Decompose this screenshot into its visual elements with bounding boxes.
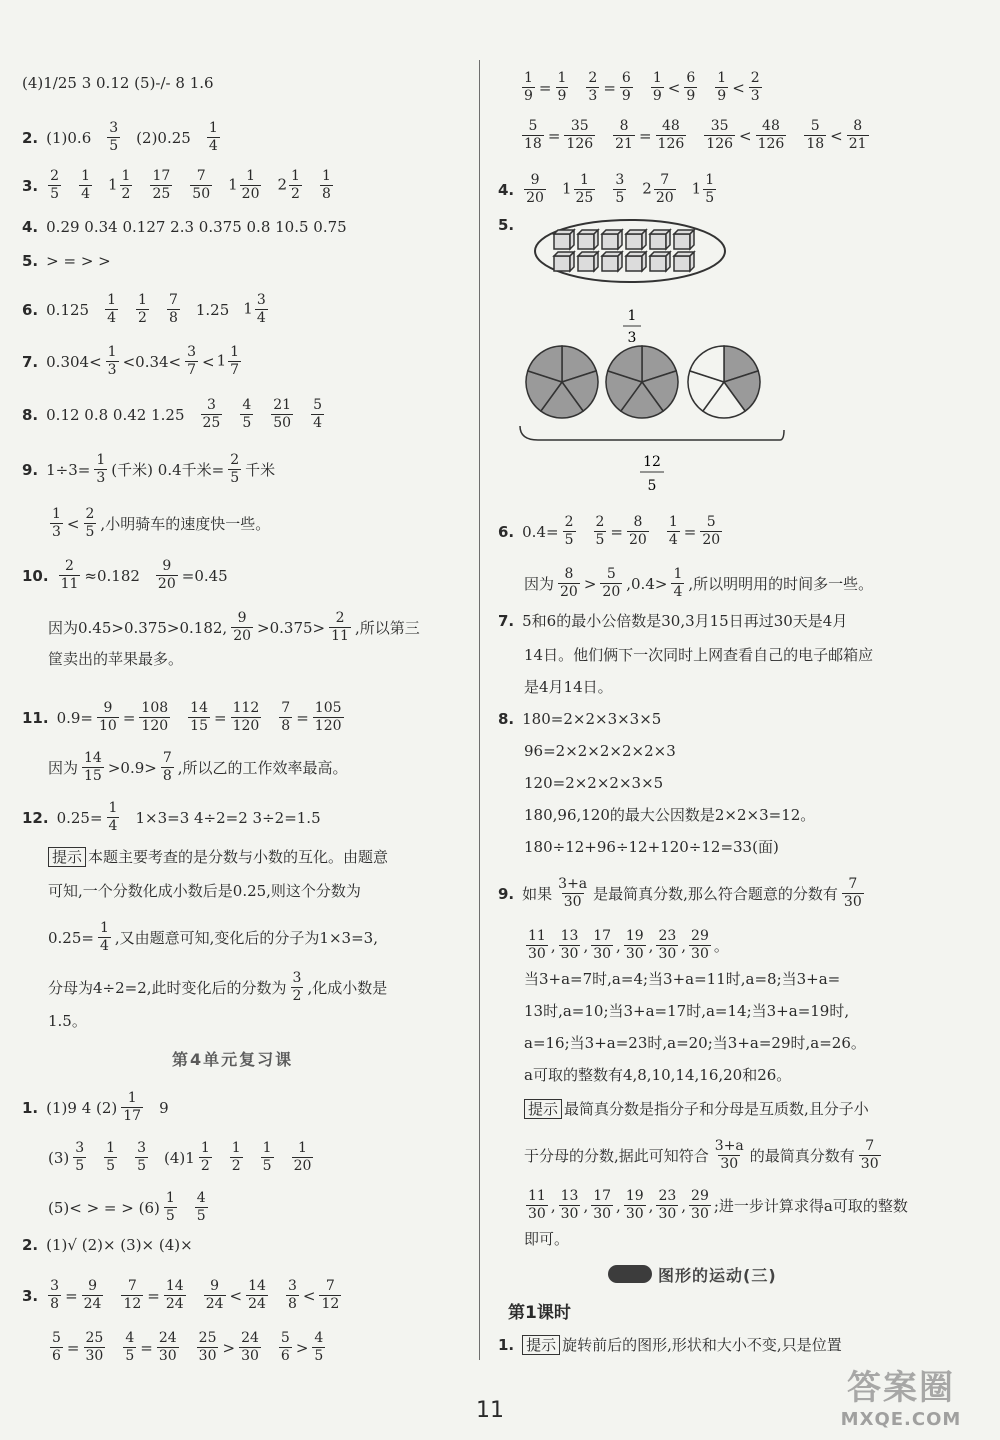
section-title: 第4单元复习课 — [172, 1050, 294, 1069]
cube — [650, 252, 670, 271]
r-answer-4: 4. $\frac{9}{20}$ 1 $\frac{1}{25}$ $\frac{3}{5}$ 2 $\frac{7}{20}$ 1 $\frac{1}{5}$ — [498, 172, 715, 206]
review-2: 2. (1)√ (2)× (3)× (4)× — [22, 1236, 193, 1254]
answer-5: 5. > = > > — [22, 252, 111, 270]
r-answer-9-hint1: 提示 最简真分数是指分子和分母是互质数,且分子小 — [524, 1098, 978, 1120]
r-answer-6: 6. 0.4= $\frac{2}{5}$ $\frac{2}{5}$ = $\frac{8}{20}$ $\frac{1}{4}$ = $\frac{5}{20}$ — [498, 514, 721, 548]
cube — [554, 252, 574, 271]
answer-3: 3. $\frac{2}{5}$ $\frac{1}{4}$ 1 $\frac{1}{2}$ $\frac{17}{25}$ $\frac{7}{50}$ 1 $\frac{1}{20}$ 2 $\frac{1}{2}$ $\frac{1}{8}$ — [22, 168, 331, 202]
review-1-line3: (5)< > = > (6) $\frac{1}{5}$ $\frac{4}{5}$ — [48, 1190, 206, 1224]
r-answer-9-line6: a可取的整数有4,8,10,14,16,20和26。 — [524, 1066, 792, 1084]
cube — [674, 230, 694, 249]
r-answer-9-hint4: 即可。 — [524, 1230, 570, 1248]
answer-9: 9. 1÷3= $\frac{1}{3}$ (千米) 0.4千米= $\frac{2}{5}$ 千米 — [22, 452, 276, 486]
hint-label: 提示 — [524, 1099, 562, 1119]
cube — [650, 230, 670, 249]
fraction-twelve-fifths-denominator: 5 — [647, 478, 657, 494]
answer-8: 8. 0.12 0.8 0.42 1.25 $\frac{3}{25}$ $\frac{4}{5}$ $\frac{21}{50}$ $\frac{5}{4}$ — [22, 397, 322, 431]
lesson-title: 第1课时 — [508, 1303, 571, 1323]
cube-group — [554, 230, 694, 271]
r-answer-7-line2: 14日。他们俩下一次同时上网查看自己的电子邮箱应 — [524, 646, 874, 664]
lesson-answer-1: 1. 提示 旋转前后的图形,形状和大小不变,只是位置 — [498, 1336, 842, 1354]
r-answer-8-line5: 180÷12+96÷12+120÷12=33(面) — [524, 838, 779, 856]
answer-2: 2. (1)0.6 $\frac{3}{5}$ (2)0.25 $\frac{1}{4}$ — [22, 120, 218, 154]
page-number: 11 — [476, 1398, 504, 1423]
answer-12-hint4: 分母为4÷2=2,此时变化后的分数为 $\frac{3}{2}$ ,化成小数是 — [48, 970, 388, 1004]
cube — [578, 252, 598, 271]
r-answer-8-line2: 96=2×2×2×2×2×3 — [524, 742, 676, 760]
review-3-line2: $\frac{5}{6}$ = $\frac{25}{30}$ $\frac{4}{5}$ = $\frac{24}{30}$ $\frac{25}{30}$ > $\frac{24}{30}$ $\frac{5}{6}$ > $\frac{4}{5}$ — [52, 1330, 324, 1364]
pie-circle — [526, 346, 598, 418]
cube — [626, 230, 646, 249]
answer-4: 4. 0.29 0.34 0.127 2.3 0.375 0.8 10.5 0.75 — [22, 218, 347, 236]
answer-7: 7. 0.304< $\frac{1}{3}$ <0.34< $\frac{3}{7}$ < 1 $\frac{1}{7}$ — [22, 344, 240, 378]
r-answer-9: 9. 如果 $\frac{3+a}{30}$ 是最简真分数,那么符合题意的分数有 $\frac{7}{30}$ — [498, 876, 862, 910]
r-answer-9-line4: 13时,a=10;当3+a=17时,a=14;当3+a=19时, — [524, 1002, 850, 1020]
review-1: 1. (1)9 4 (2) $\frac{1}{17}$ 9 — [22, 1090, 169, 1124]
fraction-one-third-numerator: 1 — [627, 308, 637, 324]
watermark: 答案圈 MXQE.COM — [840, 1368, 962, 1430]
answer-6: 6. 0.125 $\frac{1}{4}$ $\frac{1}{2}$ $\frac{7}{8}$ 1.25 1 $\frac{3}{4}$ — [22, 292, 266, 326]
answer-line-4-5: (4)1/25 3 0.12 (5)-/- 8 1.6 — [22, 74, 214, 92]
cube — [626, 252, 646, 271]
cube — [578, 230, 598, 249]
review-1-line2: (3) $\frac{3}{5}$ $\frac{1}{5}$ $\frac{3}{5}$ (4)1 $\frac{1}{2}$ $\frac{1}{2}$ $\frac{1}{5}$ $\frac{1}{20}$ — [48, 1140, 312, 1174]
answer-12-hint1: 提示 本题主要考查的是分数与小数的互化。由题意 — [48, 846, 472, 868]
answer-12-hint5: 1.5。 — [48, 1012, 87, 1030]
r-answer-7: 7. 5和6的最小公倍数是30,3月15日再过30天是4月 — [498, 612, 848, 630]
answer-12-hint3: 0.25= $\frac{1}{4}$ ,又由题意可知,变化后的分子为1×3=3, — [48, 920, 378, 954]
r-answer-9-hint2: 于分母的分数,据此可知符合 $\frac{3+a}{30}$ 的最简真分数有 $\frac{7}{30}$ — [524, 1138, 879, 1172]
answer-12-hint2: 可知,一个分数化成小数后是0.25,则这个分数为 — [48, 882, 361, 900]
answer-10: 10. $\frac{2}{11}$ ≈0.182 $\frac{9}{20}$ =0.45 — [22, 558, 228, 592]
pie-circle — [688, 346, 760, 418]
review-3: 3. $\frac{3}{8}$ = $\frac{9}{24}$ $\frac{7}{12}$ = $\frac{14}{24}$ $\frac{9}{24}$ < $\frac{14}{24}$ $\frac{3}{8}$ < $\frac{7}{12}$ — [22, 1278, 340, 1312]
answer-11: 11. 0.9= $\frac{9}{10}$ = $\frac{108}{120}$ $\frac{14}{15}$ = $\frac{112}{120}$ $\frac{7}{8}$ = $\frac{105}{120}$ — [22, 700, 342, 734]
r-answer-8: 8. 180=2×2×3×3×5 — [498, 710, 662, 728]
r-answer-8-line3: 120=2×2×2×3×5 — [524, 774, 664, 792]
cube — [602, 230, 622, 249]
answer-12: 12. 0.25= $\frac{1}{4}$ 1×3=3 4÷2=2 3÷2=1.5 — [22, 800, 321, 834]
r-answer-3-line1: $\frac{1}{9}$ = $\frac{1}{9}$ $\frac{2}{3}$ = $\frac{6}{9}$ $\frac{1}{9}$ < $\frac{6}{9}$ $\frac{1}{9}$ < $\frac{2}{3}$ — [524, 70, 760, 104]
r-answer-9-line3: 当3+a=7时,a=4;当3+a=11时,a=8;当3+a= — [524, 970, 841, 988]
r-answer-7-line3: 是4月14日。 — [524, 678, 613, 696]
cube — [602, 252, 622, 271]
r-answer-6-line2: 因为 $\frac{8}{20}$ > $\frac{5}{20}$ ,0.4> $\frac{1}{4}$ ,所以明明用的时间多一些。 — [524, 566, 874, 600]
pie-group — [526, 346, 760, 418]
r-answer-9-fractions: $\frac{11}{30}$ , $\frac{13}{30}$ , $\frac{17}{30}$ , $\frac{19}{30}$ , $\frac{23}{30}$ , $\frac{29}{30}$ 。 — [528, 928, 729, 962]
answer-11-line2: 因为 $\frac{14}{15}$ >0.9> $\frac{7}{8}$ ,所以乙的工作效率最高。 — [48, 750, 348, 784]
r-answer-9-line5: a=16;当3+a=23时,a=20;当3+a=29时,a=26。 — [524, 1034, 866, 1052]
answer-10-line3: 筐卖出的苹果最多。 — [48, 650, 184, 668]
hint-label: 提示 — [522, 1335, 560, 1355]
fraction-figure — [518, 218, 788, 500]
r-answer-8-line4: 180,96,120的最大公因数是2×2×3=12。 — [524, 806, 816, 824]
answer-10-line2: 因为0.45>0.375>0.182, $\frac{9}{20}$ >0.375> $\frac{2}{11}$ ,所以第三 — [48, 610, 420, 644]
fraction-one-third-denominator: 3 — [627, 330, 637, 346]
fraction-twelve-fifths-numerator: 12 — [643, 454, 661, 470]
cube — [554, 230, 574, 249]
r-answer-5: 5. — [498, 216, 515, 234]
hint-label: 提示 — [48, 847, 86, 867]
unit-pill — [608, 1265, 652, 1283]
answer-9-line2: $\frac{1}{3}$ < $\frac{2}{5}$ ,小明骑车的速度快一些。 — [52, 506, 271, 540]
brace — [520, 426, 784, 440]
r-answer-9-hint3: $\frac{11}{30}$ , $\frac{13}{30}$ , $\frac{17}{30}$ , $\frac{19}{30}$ , $\frac{23}{30}$ , $\frac{29}{30}$ ;进一步计算求得a可取的整数 — [528, 1188, 908, 1222]
column-divider — [479, 60, 480, 1360]
cube — [674, 252, 694, 271]
pie-circle — [606, 346, 678, 418]
r-answer-3-line2: $\frac{5}{18}$ = $\frac{35}{126}$ $\frac{8}{21}$ = $\frac{48}{126}$ $\frac{35}{126}$ < $\frac{48}{126}$ $\frac{5}{18}$ < $\frac{8}{21}$ — [524, 118, 867, 152]
unit-banner: 图形的运动(三) — [608, 1263, 777, 1285]
